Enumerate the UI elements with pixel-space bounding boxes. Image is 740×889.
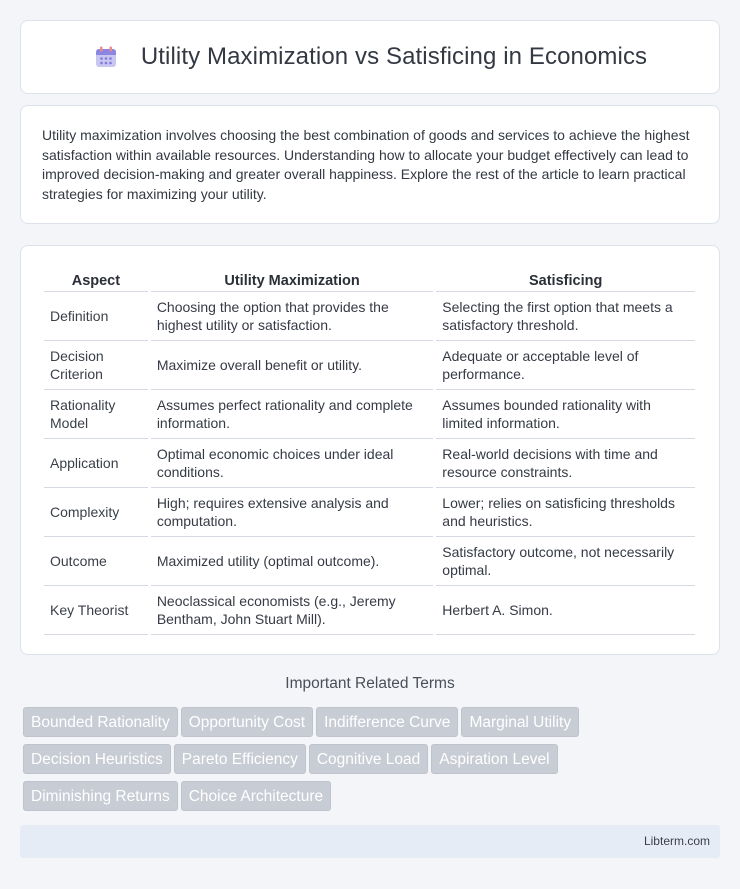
table-row (44, 586, 695, 635)
aspect-cell: Outcome (44, 537, 148, 586)
satisficing-cell: Adequate or acceptable level of performance. (436, 341, 695, 390)
satisficing-cell: Satisfactory outcome, not necessarily optimal. (436, 537, 695, 586)
related-terms-title: Important Related Terms (285, 675, 455, 692)
aspect-cell: Key Theorist (44, 586, 148, 635)
aspect-cell: Definition (44, 292, 148, 341)
header-aspect: Aspect (44, 268, 148, 292)
utility-cell: Optimal economic choices under ideal conditions. (151, 439, 433, 488)
satisficing-cell: Herbert A. Simon. (436, 586, 695, 635)
utility-cell: Choosing the option that provides the highest utility or satisfaction. (151, 292, 433, 341)
term-tag[interactable]: Decision Heuristics (23, 744, 171, 774)
title-card (20, 20, 720, 94)
header-utility-maximization: Utility Maximization (151, 268, 433, 292)
satisficing-cell: Selecting the first option that meets a satisfactory threshold. (436, 292, 695, 341)
utility-cell: High; requires extensive analysis and computation. (151, 488, 433, 537)
related-terms-list (23, 707, 723, 818)
utility-cell: Neoclassical economists (e.g., Jeremy Bentham, John Stuart Mill). (151, 586, 433, 635)
table-row (44, 488, 695, 537)
term-tag[interactable]: Indifference Curve (316, 707, 458, 737)
table-row (44, 292, 695, 341)
comparison-table (41, 268, 698, 635)
intro-text: Utility maximization involves choosing the best combination of goods and services to achieve the highest satisfaction within available resources. Understanding how to allocate your budget effectively can lead to improved decision-making and greater overall happiness. Explore the rest of the article to learn practical strategies for maximizing your utility. (42, 127, 690, 202)
term-tag[interactable]: Opportunity Cost (181, 707, 313, 737)
table-row (44, 537, 695, 586)
term-tag[interactable]: Pareto Efficiency (174, 744, 306, 774)
term-tag[interactable]: Aspiration Level (431, 744, 557, 774)
utility-cell: Assumes perfect rationality and complete information. (151, 390, 433, 439)
table-header-row (44, 268, 695, 292)
satisficing-cell: Assumes bounded rationality with limited information. (436, 390, 695, 439)
aspect-cell: Decision Criterion (44, 341, 148, 390)
term-tag[interactable]: Diminishing Returns (23, 781, 178, 811)
term-tag[interactable]: Choice Architecture (181, 781, 331, 811)
comparison-card (20, 245, 720, 655)
aspect-cell: Complexity (44, 488, 148, 537)
aspect-cell: Rationality Model (44, 390, 148, 439)
term-tag[interactable]: Cognitive Load (309, 744, 428, 774)
table-row (44, 341, 695, 390)
term-tag[interactable]: Marginal Utility (461, 707, 579, 737)
calendar-icon (93, 44, 119, 70)
utility-cell: Maximized utility (optimal outcome). (151, 537, 433, 586)
header-satisficing: Satisficing (436, 268, 695, 292)
satisficing-cell: Lower; relies on satisficing thresholds and heuristics. (436, 488, 695, 537)
utility-cell: Maximize overall benefit or utility. (151, 341, 433, 390)
footer-site-link[interactable]: Libterm.com (643, 834, 710, 848)
page-title: Utility Maximization vs Satisficing in Economics (140, 43, 648, 70)
table-row (44, 390, 695, 439)
term-tag[interactable]: Bounded Rationality (23, 707, 178, 737)
aspect-cell: Application (44, 439, 148, 488)
satisficing-cell: Real-world decisions with time and resource constraints. (436, 439, 695, 488)
footer (20, 825, 720, 858)
table-row (44, 439, 695, 488)
intro-card (20, 105, 720, 224)
